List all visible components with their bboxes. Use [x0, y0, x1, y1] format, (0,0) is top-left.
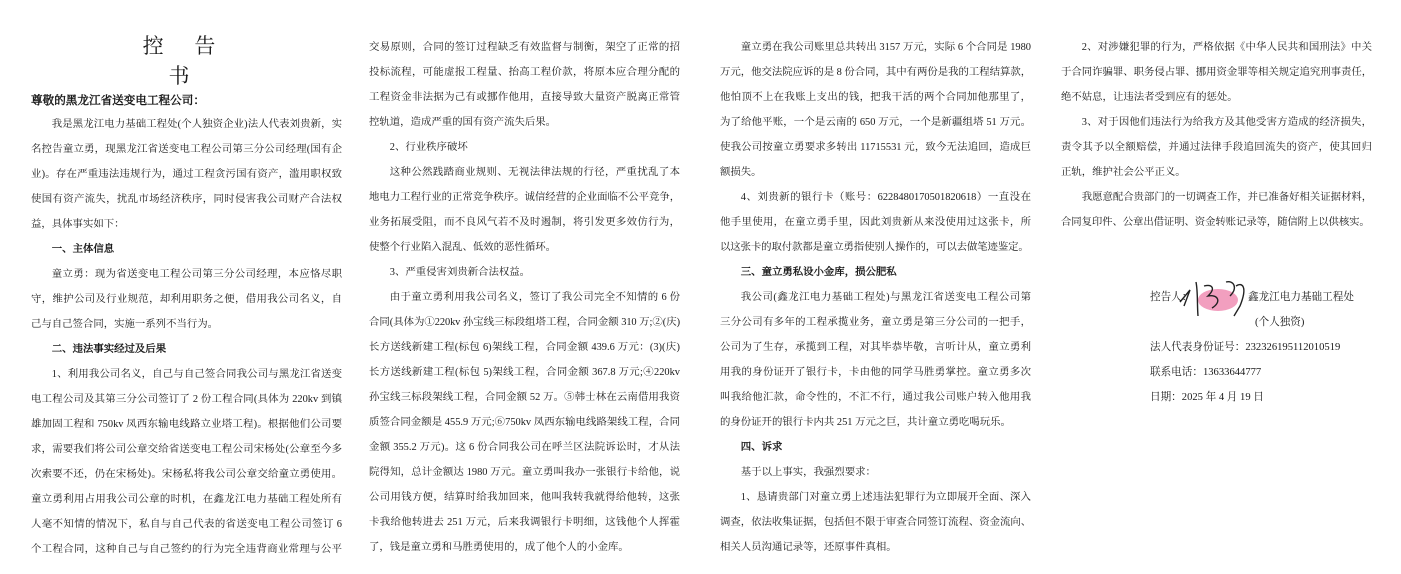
signature-block	[1150, 285, 1390, 410]
paragraph-line: 1、利用我公司名义，自己与自己签合同我公司与黑龙江省送变	[51, 369, 342, 380]
paragraph-line: 我公司(鑫龙江电力基础工程处)与黑龙江省送变电工程公司第	[740, 292, 1031, 303]
complainant-label: 控告人：	[1150, 292, 1193, 303]
document-title: 控 告 书	[142, 34, 228, 88]
paragraph-line: 为了给他平账，一个是云南的 650 万元，一个是新疆组塔 51 万元。	[720, 117, 1031, 128]
paragraph-line: 使整个行业陷入混乱、低效的恶性循环。	[369, 242, 557, 253]
paragraph-line: 2、对涉嫌犯罪的行为，严格依据《中华人民共和国刑法》中关	[1081, 42, 1372, 53]
paragraph-line: 投标流程，可能虚报工程量、抬高工程价款，将原本应合理分配的	[369, 67, 680, 78]
paragraph-line: 正轨，维护社会公平正义。	[1061, 167, 1186, 178]
paragraph-line: 3、严重侵害刘贵新合法权益。	[389, 267, 531, 278]
paragraph-line: 绝不姑息，让违法者受到应有的惩处。	[1061, 92, 1238, 103]
paragraph-line: 由于童立勇利用我公司名义，签订了我公司完全不知情的 6 份	[389, 292, 680, 303]
paragraph-line: 他手里使用，在童立勇手里，因此刘贵新从来没使用过这张卡，所	[720, 217, 1031, 228]
paragraph-line: 业)。存在严重违法违规行为，通过工程贪污国有资产，滥用职权致	[31, 169, 342, 180]
paragraph-line: 雄加固工程和 750kv 凤西东输电线路立业塔工程)。根据他们公司要	[31, 419, 342, 430]
greeting: 尊敬的黑龙江省送变电工程公司：	[31, 94, 205, 107]
paragraph-line: 童立勇在我公司账里总共转出 3157 万元，实际 6 个合同是 1980	[740, 42, 1031, 53]
paragraph-line: 孙宝线三标段架线工程，合同金额 52 万。⑤韩士林在云南借用我资	[369, 392, 680, 403]
section-heading: 二、违法事实经过及后果	[51, 343, 167, 355]
paragraph-line: 用我的身份证开了银行卡，卡由他的同学马胜勇掌控。童立勇多次	[720, 367, 1031, 378]
paragraph-line: 益，具体事实如下：	[31, 219, 125, 230]
paragraph-line: 4、刘贵新的银行卡（账号：6228480170501820618）一直没在	[740, 192, 1031, 203]
paragraph-line: 责令其予以全额赔偿，并通过法律手段追回流失的资产，使其回归	[1061, 142, 1372, 153]
text-column-4	[1061, 35, 1372, 235]
paragraph-line: 己与自己签合同，实施一系列不当行为。	[31, 319, 219, 330]
paragraph-line: 我是黑龙江电力基础工程处(个人独资企业)法人代表刘贵新，实	[51, 119, 342, 130]
paragraph-line: 了，钱是童立勇和马胜勇使用的，成了他个人的小金库。	[369, 542, 629, 553]
paragraph-line: 交易原则，合同的签订过程缺乏有效监督与制衡，架空了正常的招	[369, 42, 680, 53]
text-column-2	[369, 35, 680, 560]
paragraph-line: 以这张卡的取付款都是童立勇指使别人操作的，可以去做笔迹鉴定。	[720, 242, 1029, 253]
paragraph-line: 电工程公司及其第三分公司签订了 2 份工程合同(具体为 220kv 到镇	[31, 394, 342, 405]
paragraph-line: 长方送线新建工程(标包 6)架线工程，合同金额 439.6 万元：(3)(庆)	[369, 342, 680, 353]
paragraph-line: 地电力工程行业的正常竞争秩序。诚信经营的企业面临不公平竞争，	[369, 192, 680, 203]
paragraph-line: 使我公司按童立勇要求多转出 11715531 元，致今无法追回，造成巨	[720, 142, 1031, 153]
paragraph-line: 业务拓展受阻，而不良风气若不及时遏制，将引发更多效仿行为，	[369, 217, 680, 228]
paragraph-line: 公司用钱方便，结算时给我加回来，他叫我转我就得给他转，这张	[369, 492, 680, 503]
paragraph-line: 人毫不知情的情况下，私自与自己代表的省送变电工程公司签订 6	[31, 519, 342, 530]
paragraph-line: 相关人员沟通记录等，还原事件真相。	[720, 542, 897, 553]
paragraph-line: 求，需要我们将公司公章交给省送变电工程公司宋杨处(公章至今多	[31, 444, 342, 455]
paragraph-line: 公司为了生存，承揽到工程，对其毕恭毕敬，言听计从，童立勇利	[720, 342, 1031, 353]
complainant-org: 鑫龙江电力基础工程处	[1248, 292, 1354, 303]
org-type: (个人独资)	[1255, 317, 1305, 328]
paragraph-line: 次索要不还，仍在宋杨处)。宋杨私将我公司公章交给童立勇使用。	[31, 469, 342, 480]
paragraph-line: 使国有资产流失，扰乱市场经济秩序，同时侵害我公司财产合法权	[31, 194, 342, 205]
paragraph-line: 他怕顶不上在我账上支出的钱，把我干活的两个合同加他那里了，	[720, 92, 1031, 103]
section-heading: 四、诉求	[740, 441, 783, 453]
paragraph-line: 叫我给他汇款，命令性的，不汇不行，通过我公司账户转入他用我	[720, 392, 1031, 403]
section-heading: 一、主体信息	[51, 243, 115, 255]
phone-number: 联系电话：13633644777	[1150, 367, 1262, 378]
paragraph-line: 的身份证开的银行卡内共 251 万元之巨，共计童立勇吃喝玩乐。	[720, 417, 1011, 428]
id-number: 法人代表身份证号：232326195112010519	[1150, 342, 1341, 353]
date: 日期：2025 年 4 月 19 日	[1150, 392, 1264, 403]
paragraph-line: 童立勇利用占用我公司公章的时机，在鑫龙江电力基础工程处所有	[31, 494, 342, 505]
section-heading: 三、童立勇私设小金库，损公肥私	[740, 266, 897, 278]
paragraph-line: 1、恳请贵部门对童立勇上述违法犯罪行为立即展开全面、深入	[740, 492, 1031, 503]
text-column-1	[31, 112, 342, 562]
paragraph-line: 万元，他交法院应诉的是 8 份合同，其中有两份是我的工程结算款，	[720, 67, 1031, 78]
paragraph-line: 卡我给他转进去 251 万元，后来我调银行卡明细，这钱他个人挥霍	[369, 517, 680, 528]
paragraph-line: 我愿意配合贵部门的一切调查工作，并已准备好相关证据材料，	[1081, 192, 1372, 203]
paragraph-line: 合同(具体为①220kv 孙宝线三标段组塔工程，合同金额 310 万;②(庆)	[369, 317, 680, 328]
paragraph-line: 工程资金非法据为己有或挪作他用，直接导致大量资产脱离正常管	[369, 92, 680, 103]
paragraph-line: 长方送线新建工程(标包 5)架线工程，合同金额 367.8 万元;④220kv	[369, 367, 680, 378]
paragraph-line: 额损失。	[720, 167, 762, 178]
paragraph-line: 守，维护公司及行业规范，却利用职务之便，借用我公司名义，自	[31, 294, 342, 305]
text-column-3	[720, 35, 1031, 560]
paragraph-line: 于合同诈骗罪、职务侵占罪、挪用资金罪等相关规定追究刑事责任，	[1061, 67, 1372, 78]
paragraph-line: 个工程合同，这种自己与自己签约的行为完全违背商业常理与公平	[31, 544, 342, 555]
paragraph-line: 2、行业秩序破坏	[389, 142, 468, 153]
paragraph-line: 质签合同金额是 455.9 万元;⑥750kv 凤西东输电线路架线工程，合同	[369, 417, 680, 428]
paragraph-line: 名控告童立勇，现黑龙江省送变电工程公司第三分公司经理(国有企	[31, 144, 342, 155]
paragraph-line: 童立勇：现为省送变电工程公司第三分公司经理，本应恪尽职	[51, 269, 342, 280]
paragraph-line: 院得知，总计金额达 1980 万元。童立勇叫我办一张银行卡给他，说	[369, 467, 680, 478]
paragraph-line: 三分公司有多年的工程承揽业务，童立勇是第三分公司的一把手，	[720, 317, 1031, 328]
paragraph-line: 3、对于因他们违法行为给我方及其他受害方造成的经济损失，	[1081, 117, 1372, 128]
paragraph-line: 这种公然践踏商业规则、无视法律法规的行径，严重扰乱了本	[389, 167, 680, 178]
paragraph-line: 金额 355.2 万元)。这 6 份合同我公司在呼兰区法院诉讼时，才从法	[369, 442, 680, 453]
paragraph-line: 基于以上事实，我强烈要求：	[740, 467, 876, 478]
paragraph-line: 调查，依法收集证据，包括但不限于审查合同签订流程、资金流向、	[720, 517, 1031, 528]
paragraph-line: 控轨道，造成严重的国有资产流失后果。	[369, 117, 557, 128]
paragraph-line: 合同复印件、公章出借证明、资金转账记录等，随信附上以供核实。	[1061, 217, 1370, 228]
